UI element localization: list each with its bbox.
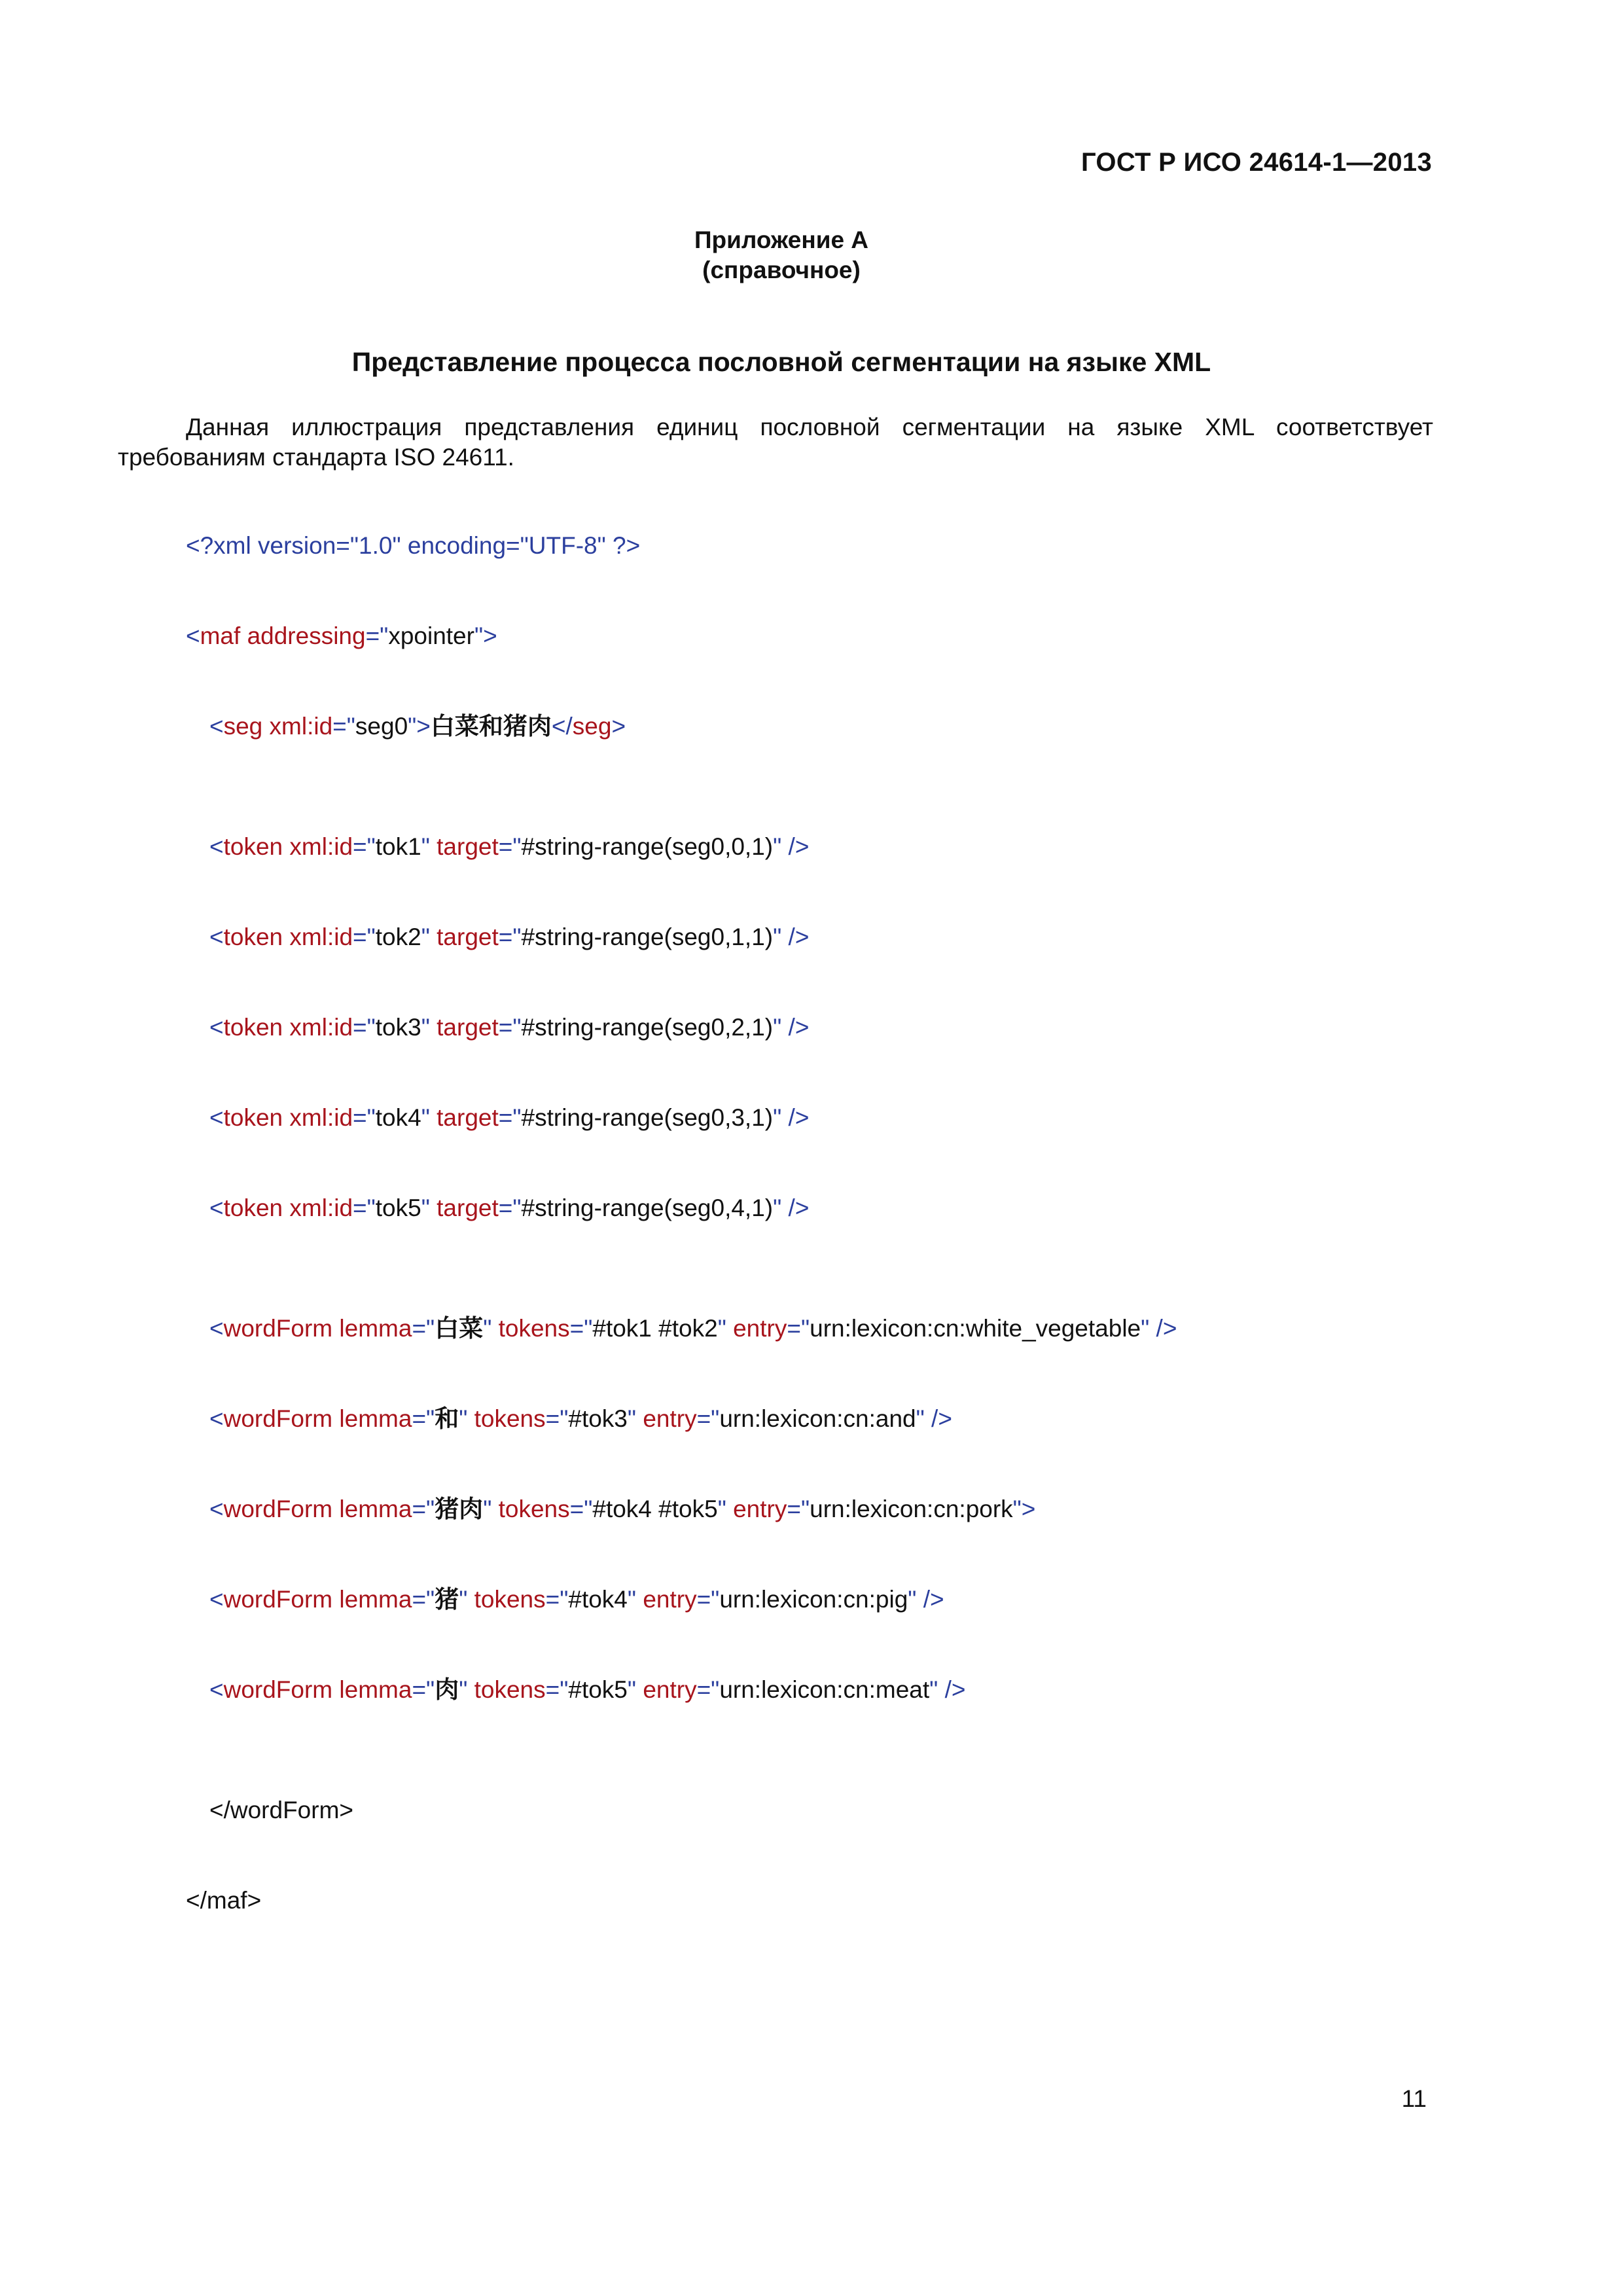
xml-declaration: <?xml version="1.0" encoding="UTF-8" ?> <box>186 532 641 559</box>
token-element: <token xml:id="tok2" target="#string-range(seg0,1,1)" /> <box>209 924 810 950</box>
token-element: <token xml:id="tok3" target="#string-range(seg0,2,1)" /> <box>209 1014 810 1041</box>
annex-heading <box>0 225 1563 285</box>
wordform-element: <wordForm lemma="白菜" tokens="#tok1 #tok2" entry="urn:lexicon:cn:white_vegetable" /> <box>209 1315 1177 1342</box>
page-number: 11 <box>1401 2085 1427 2112</box>
maf-open-tag: <maf addressing="xpointer"> <box>186 622 497 649</box>
wordform-close-tag: </wordForm> <box>209 1797 354 1823</box>
xml-code-block <box>186 471 1177 1976</box>
section-title: Представление процесса пословной сегментации на языке XML <box>351 347 1211 377</box>
document-code: ГОСТ Р ИСО 24614-1—2013 <box>1080 148 1432 177</box>
wordform-element: <wordForm lemma="猪肉" tokens="#tok4 #tok5" entry="urn:lexicon:cn:pork"> <box>209 1496 1036 1522</box>
token-element: <token xml:id="tok1" target="#string-range(seg0,0,1)" /> <box>209 833 810 860</box>
wordform-element: <wordForm lemma="猪" tokens="#tok4" entry="urn:lexicon:cn:pig" /> <box>209 1586 944 1613</box>
annex-title: Приложение А <box>694 226 869 253</box>
token-element: <token xml:id="tok5" target="#string-range(seg0,4,1)" /> <box>209 1194 810 1221</box>
maf-close-tag: </maf> <box>186 1887 262 1914</box>
wordform-element: <wordForm lemma="肉" tokens="#tok5" entry="urn:lexicon:cn:meat" /> <box>209 1676 966 1703</box>
intro-paragraph: Данная иллюстрация представления единиц пословной сегментации на языке XML соответствует требованиям стандарта ISO 24611. <box>118 414 1433 471</box>
seg-element: <seg xml:id="seg0">白菜和猪肉</seg> <box>209 713 626 740</box>
wordform-element: <wordForm lemma="和" tokens="#tok3" entry="urn:lexicon:cn:and" /> <box>209 1405 952 1432</box>
annex-subtitle: (справочное) <box>702 257 861 283</box>
token-element: <token xml:id="tok4" target="#string-range(seg0,3,1)" /> <box>209 1104 810 1131</box>
